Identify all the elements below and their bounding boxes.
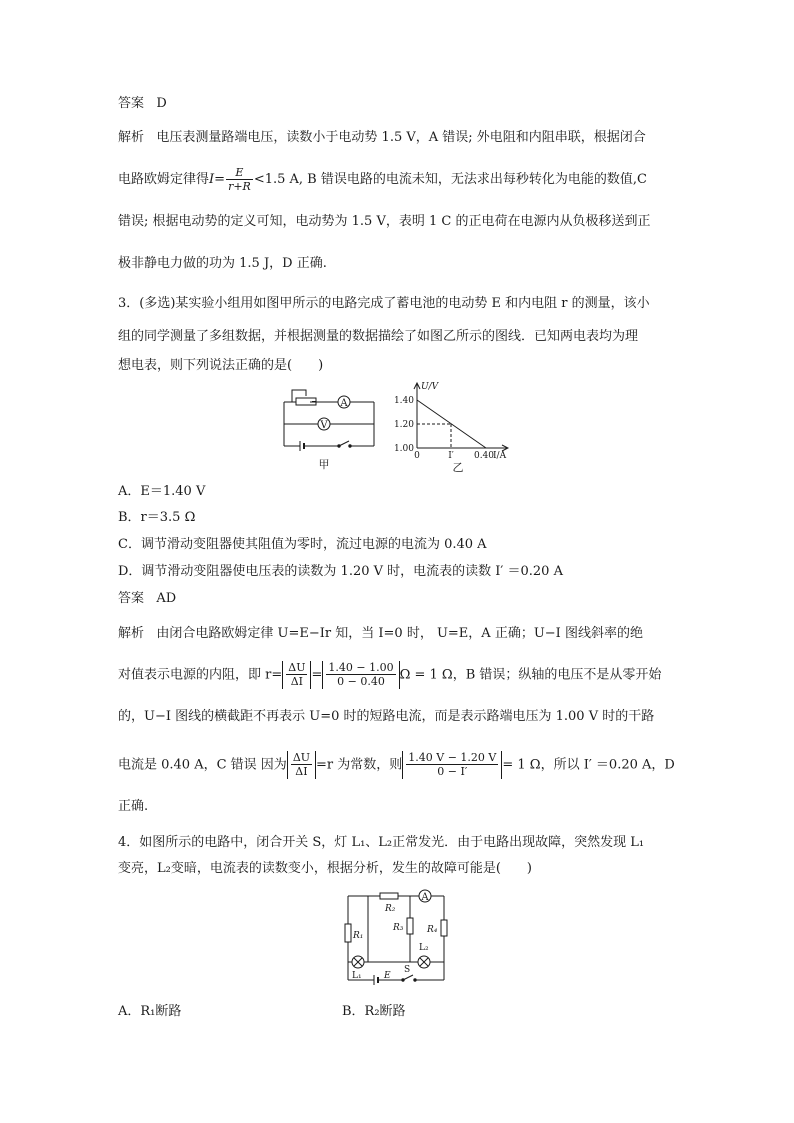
fraction-numerator: ΔU bbox=[288, 661, 306, 674]
fraction-values bbox=[326, 661, 395, 688]
y-tick-1.20: 1.20 bbox=[393, 420, 414, 430]
fraction-dU-dI bbox=[291, 751, 312, 778]
explanation-text: 电流是 0.40 A，C 错误 因为 bbox=[118, 757, 287, 773]
answer-value: AD bbox=[156, 591, 177, 606]
explanation-text: <1.5 A, B 错误电路的电流未知，无法求出每秒转化为电能的数值,C bbox=[253, 172, 647, 187]
explanation-text: 电路欧姆定律得 bbox=[118, 172, 210, 187]
abs-value bbox=[322, 661, 399, 689]
y-tick-1.00: 1.00 bbox=[393, 444, 414, 454]
explanation-label: 解析 bbox=[118, 626, 145, 641]
x-tick-0: 0 bbox=[414, 451, 420, 461]
ui-graph-yi bbox=[388, 378, 520, 474]
q3-explanation-line1 bbox=[118, 624, 643, 644]
fraction-values bbox=[406, 751, 498, 778]
explanation-text: =r 为常数，则 bbox=[316, 757, 403, 773]
equals-sign: = bbox=[311, 667, 323, 683]
voltmeter-label: V bbox=[320, 420, 328, 431]
abs-value bbox=[287, 751, 316, 779]
answer-label: 答案 bbox=[118, 591, 145, 606]
fraction-numerator: ΔU bbox=[292, 751, 311, 764]
q4-stem-line2: 变亮，L₂变暗，电流表的读数变小，根据分析，发生的故障可能是( ) bbox=[118, 861, 532, 876]
q2-explanation-line3 bbox=[118, 212, 650, 232]
q2-explanation-line2 bbox=[118, 166, 647, 193]
y-axis-label: U/V bbox=[421, 382, 439, 392]
q4-option-b: B．R₂断路 bbox=[342, 1004, 406, 1019]
figure-caption-jia: 甲 bbox=[318, 458, 330, 471]
q3-explanation-line3: 的，U−I 图线的横截距不再表示 U=0 时的短路电流，而是表示路端电压为 1.00 V 时的干路 bbox=[118, 709, 655, 724]
q3-stem-line2: 组的同学测量了多组数据，并根据测量的数据描绘了如图乙所示的图线．已知两电表均为理 bbox=[118, 329, 639, 344]
q2-answer bbox=[118, 94, 167, 114]
explanation-label: 解析 bbox=[118, 130, 145, 145]
q3-explanation-line4 bbox=[118, 751, 675, 779]
circuit-figure-jia bbox=[278, 382, 382, 474]
x-tick-I-prime: I′ bbox=[448, 451, 454, 461]
explanation-text: Ω = 1 Ω，B 错误；纵轴的电压不是从零开始 bbox=[399, 667, 662, 683]
q3-option-c: C．调节滑动变阻器使其阻值为零时，流过电源的电流为 0.40 A bbox=[118, 537, 487, 552]
q2-explanation-line1 bbox=[118, 128, 646, 148]
fraction-denominator: r+R bbox=[228, 180, 251, 193]
R4-label: R₄ bbox=[427, 925, 438, 935]
fraction-numerator: 1.40 V − 1.20 V bbox=[408, 751, 497, 764]
q3-stem-line1: 3．(多选)某实验小组用如图甲所示的电路完成了蓄电池的电动势 E 和内电阻 r 的测量，该小 bbox=[118, 296, 650, 311]
L2-label: L₂ bbox=[419, 943, 429, 953]
symbol-I: I bbox=[209, 172, 215, 187]
abs-value bbox=[402, 751, 502, 779]
explanation-text: 错误; 根据电动势的定义可知，电动势为 1.5 V，表明 1 C 的正电荷在电源内从负极移送到正 bbox=[118, 214, 651, 229]
fraction-denominator: ΔI bbox=[295, 765, 308, 778]
explanation-text: 极非静电力做的功为 1.5 J，D 正确. bbox=[118, 256, 327, 271]
q3-explanation-line2 bbox=[118, 661, 661, 689]
q4-stem-line1: 4．如图所示的电路中，闭合开关 S，灯 L₁、L₂正常发光．由于电路出现故障，突然发现 L₁ bbox=[118, 835, 645, 850]
L1-label: L₁ bbox=[352, 971, 362, 981]
S-label: S bbox=[404, 965, 411, 975]
fraction-dU-dI bbox=[286, 661, 307, 688]
fraction-denominator: ΔI bbox=[290, 675, 303, 688]
answer-label: 答案 bbox=[118, 96, 145, 111]
q4-option-a: A．R₁断路 bbox=[118, 1004, 182, 1019]
q2-explanation-line4 bbox=[118, 254, 327, 274]
R3-label: R₃ bbox=[393, 923, 404, 933]
y-tick-1.40: 1.40 bbox=[393, 396, 414, 406]
explanation-text: 对值表示电源的内阻，即 r= bbox=[118, 667, 283, 683]
fraction-numerator: E bbox=[226, 166, 253, 180]
explanation-text: 由闭合电路欧姆定律 U=E−Ir 知，当 I=0 时， U=E，A 正确；U−I 图线斜率的绝 bbox=[156, 626, 643, 641]
figure-caption-yi: 乙 bbox=[452, 461, 464, 474]
explanation-text: 电压表测量路端电压，读数小于电动势 1.5 V，A 错误; 外电阻和内阻串联，根据闭合 bbox=[156, 130, 646, 145]
q3-option-d: D．调节滑动变阻器使电压表的读数为 1.20 V 时，电流表的读数 I′ ＝0.20 A bbox=[118, 564, 563, 579]
ammeter-label: A bbox=[421, 892, 429, 903]
q3-explanation-line5: 正确. bbox=[118, 799, 149, 814]
fraction-denominator: 0 − I′ bbox=[437, 765, 468, 778]
answer-value: D bbox=[156, 96, 167, 111]
fraction-denominator: 0 − 0.40 bbox=[337, 675, 385, 688]
equals-sign: = bbox=[214, 172, 226, 187]
q3-option-a: A．E＝1.40 V bbox=[118, 484, 206, 499]
fraction-numerator: 1.40 − 1.00 bbox=[328, 661, 394, 674]
explanation-text: = 1 Ω，所以 I′ ＝0.20 A，D bbox=[502, 757, 675, 773]
q3-option-b: B．r＝3.5 Ω bbox=[118, 510, 196, 525]
x-axis-label: I/A bbox=[493, 451, 507, 461]
E-label: E bbox=[384, 971, 391, 981]
q3-answer bbox=[118, 589, 176, 609]
abs-value bbox=[282, 661, 311, 689]
q3-stem-line3: 想电表，则下列说法正确的是( ) bbox=[118, 358, 324, 373]
R2-label: R₂ bbox=[385, 904, 396, 914]
ammeter-label: A bbox=[340, 398, 348, 409]
x-tick-0.40: 0.40 bbox=[473, 451, 495, 461]
R1-label: R₁ bbox=[353, 931, 364, 941]
fraction-E-over-rR bbox=[226, 166, 253, 193]
circuit-figure-q4 bbox=[340, 884, 452, 992]
